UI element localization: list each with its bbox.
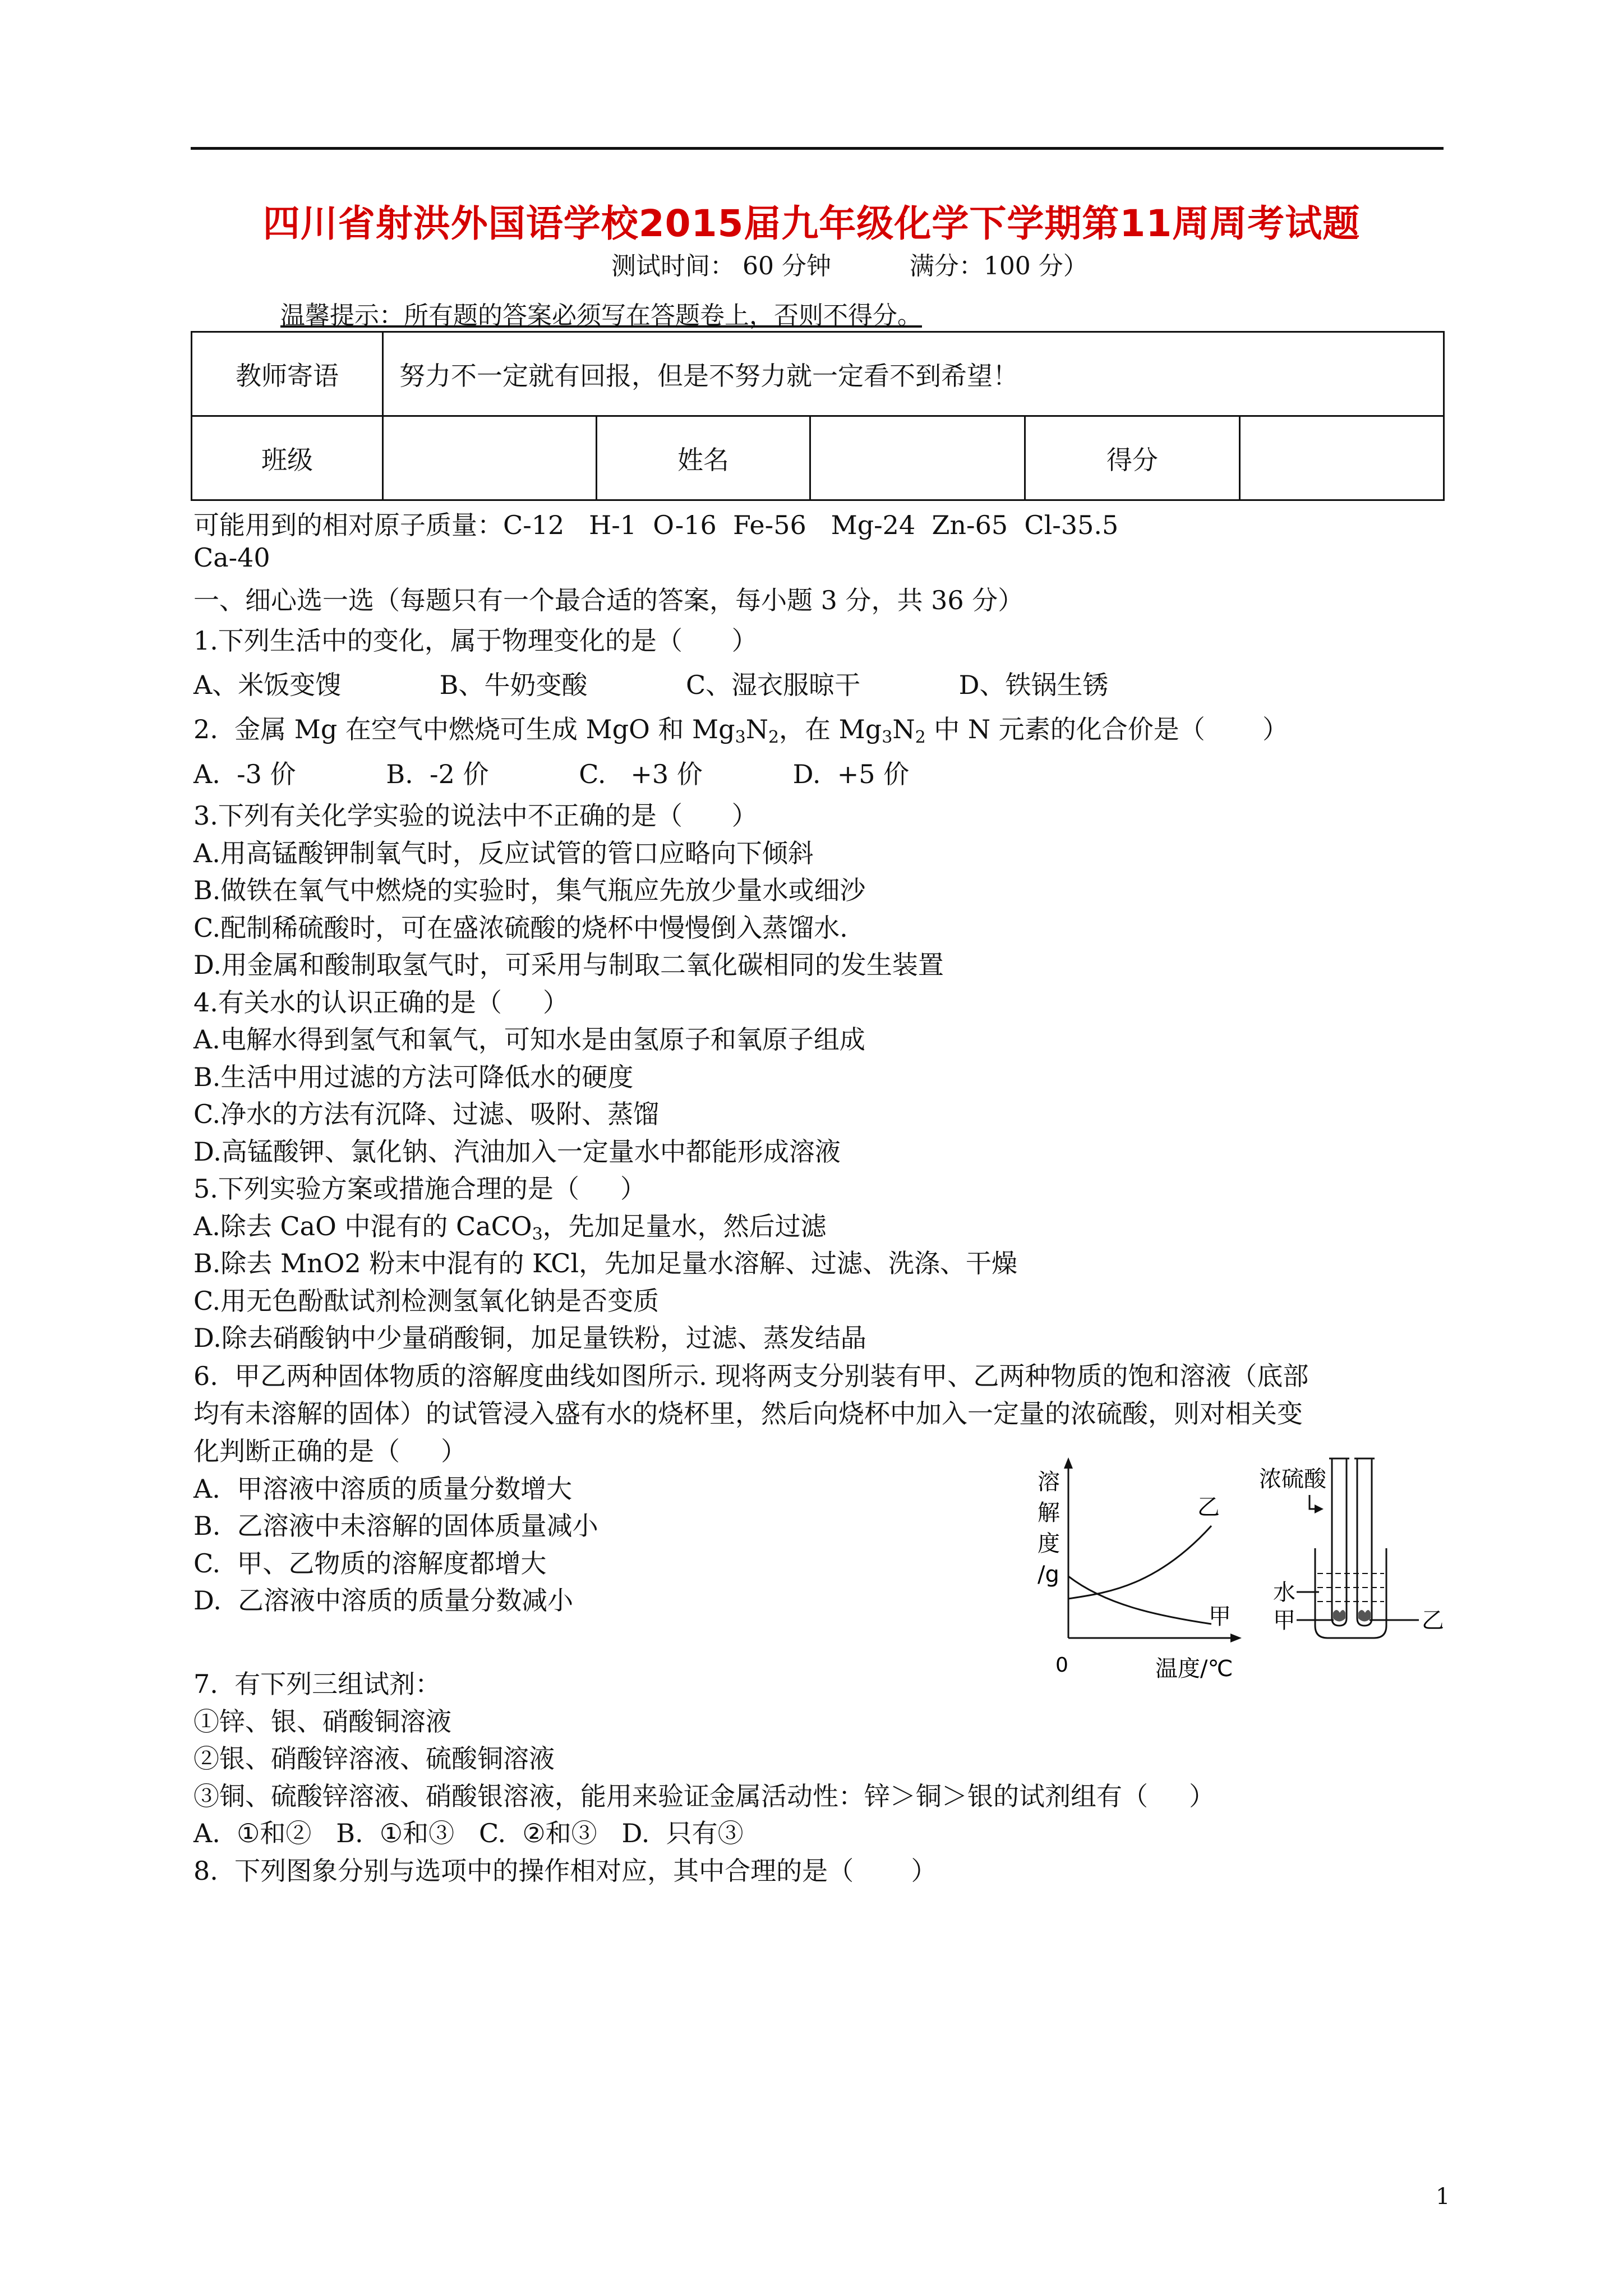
q1-options: A、米饭变馊 B、牛奶变酸 C、湿衣服晾干 D、铁锅生锈: [193, 670, 1109, 700]
curve-yi-label: 乙: [1197, 1494, 1220, 1520]
q7-group-3: ③铜、硫酸锌溶液、硝酸银溶液，能用来验证金属活动性：锌＞铜＞银的试剂组有（ ）: [193, 1781, 1215, 1811]
curve-yi: [1068, 1526, 1211, 1599]
q6-stem-line3: 化判断正确的是（ ）: [193, 1436, 467, 1466]
y-label-1: 溶: [1038, 1469, 1060, 1495]
teacher-motto: 努力不一定就有回报，但是不努力就一定看不到希望！: [383, 332, 1444, 416]
q8-stem: 8. 下列图象分别与选项中的操作相对应，其中合理的是（ ）: [193, 1856, 937, 1886]
curve-jia-label: 甲: [1209, 1604, 1231, 1630]
q3-option-a: A.用高锰酸钾制氧气时，反应试管的管口应略向下倾斜: [193, 838, 814, 868]
test-tube-yi: [1357, 1458, 1372, 1626]
q3-option-b: B.做铁在氧气中燃烧的实验时，集气瓶应先放少量水或细沙: [193, 875, 866, 905]
q3-option-d: D.用金属和酸制取氢气时，可采用与制取二氧化碳相同的发生装置: [193, 950, 944, 980]
y-label-4: /g: [1038, 1562, 1059, 1588]
score-label: 得分: [1025, 416, 1240, 500]
q5-option-d: D.除去硝酸钠中少量硝酸铜，加足量铁粉，过滤、蒸发结晶: [193, 1323, 866, 1353]
y-label-3: 度: [1038, 1531, 1060, 1557]
beaker-setup: [1259, 1458, 1444, 1638]
q7-group-2: ②银、硝酸锌溶液、硫酸铜溶液: [193, 1743, 555, 1774]
x-axis-arrow: [1230, 1634, 1242, 1642]
q4-stem: 4.有关水的认识正确的是（ ）: [193, 987, 569, 1018]
q6-stem-line1: 6. 甲乙两种固体物质的溶解度曲线如图所示. 现将两支分别装有甲、乙两种物质的饱和溶液（底部: [193, 1361, 1309, 1391]
tube-jia-label: 甲: [1273, 1608, 1295, 1634]
q5-option-c: C.用无色酚酞试剂检测氢氧化钠是否变质: [193, 1286, 660, 1316]
page-number: 1: [1436, 2184, 1450, 2210]
q7-stem: 7. 有下列三组试剂：: [193, 1669, 441, 1699]
x-label: 温度/℃: [1155, 1656, 1233, 1682]
q4-option-d: D.高锰酸钾、氯化钠、汽油加入一定量水中都能形成溶液: [193, 1137, 841, 1167]
q2-stem: 2. 金属 Mg 在空气中燃烧可生成 MgO 和 $Mg_3N_2$，在 $Mg_3N_2$ 中 N 元素的化合价是（ ）: [193, 714, 1289, 747]
score-field[interactable]: [1240, 416, 1444, 500]
name-label: 姓名: [597, 416, 810, 500]
q6-stem-line2: 均有未溶解的固体）的试管浸入盛有水的烧杯里，然后向烧杯中加入一定量的浓硫酸，则对相关变: [193, 1398, 1303, 1429]
q2-options: A. -3 价 B. -2 价 C. +3 价 D. +5 价: [193, 759, 910, 789]
class-field[interactable]: [383, 416, 597, 500]
q3-stem: 3.下列有关化学实验的说法中不正确的是（ ）: [193, 800, 758, 831]
q5-option-a: A.除去 CaO 中混有的 CaCO$_3$，先加足量水，然后过滤: [193, 1211, 827, 1244]
q6-option-d: D. 乙溶液中溶质的质量分数减小: [193, 1585, 574, 1616]
answer-tip: 温馨提示：所有题的答案必须写在答题卷上，否则不得分。: [280, 301, 922, 330]
solubility-chart: [1038, 1457, 1242, 1682]
solid-yi: [1358, 1610, 1371, 1622]
curve-jia: [1068, 1576, 1211, 1624]
q1-stem: 1.下列生活中的变化，属于物理变化的是（ ）: [193, 625, 758, 656]
q4-option-a: A.电解水得到氢气和氧气，可知水是由氢原子和氧原子组成: [193, 1024, 865, 1055]
origin-label: 0: [1055, 1654, 1068, 1677]
class-label: 班级: [192, 416, 383, 500]
tube-yi-label: 乙: [1422, 1608, 1444, 1634]
q6-option-b: B. 乙溶液中未溶解的固体质量减小: [193, 1511, 598, 1541]
y-axis-arrow: [1064, 1457, 1073, 1469]
q3-option-c: C.配制稀硫酸时，可在盛浓硫酸的烧杯中慢慢倒入蒸馏水.: [193, 913, 848, 943]
info-table: [191, 331, 1445, 501]
q4-option-c: C.净水的方法有沉降、过滤、吸附、蒸馏: [193, 1099, 660, 1129]
q5-option-b: B.除去 MnO2 粉末中混有的 KCl，先加足量水溶解、过滤、洗涤、干燥: [193, 1248, 1018, 1278]
q6-option-c: C. 甲、乙物质的溶解度都增大: [193, 1548, 547, 1579]
test-tube-jia: [1332, 1458, 1347, 1626]
water-label: 水: [1273, 1580, 1295, 1605]
q5-stem: 5.下列实验方案或措施合理的是（ ）: [193, 1174, 646, 1204]
acid-arrow: [1315, 1504, 1324, 1513]
name-field[interactable]: [810, 416, 1025, 500]
solid-jia: [1333, 1610, 1345, 1622]
exam-title: 四川省射洪外国语学校2015届九年级化学下学期第11周周考试题: [262, 202, 1361, 245]
atomic-masses: 可能用到的相对原子质量：C-12 H-1 O-16 Fe-56 Mg-24 Zn-65 Cl-35.5: [193, 510, 1119, 540]
y-label-2: 解: [1038, 1500, 1060, 1526]
acid-label: 浓硫酸: [1259, 1466, 1326, 1492]
q4-option-b: B.生活中用过滤的方法可降低水的硬度: [193, 1062, 634, 1092]
header-rule: [191, 147, 1444, 150]
q7-group-1: ①锌、银、硝酸铜溶液: [193, 1706, 451, 1737]
solubility-figure: [1026, 1447, 1464, 1705]
beaker: [1315, 1548, 1386, 1638]
q6-option-a: A. 甲溶液中溶质的质量分数增大: [193, 1474, 573, 1504]
q7-options: A. ①和② B. ①和③ C. ②和③ D. 只有③: [193, 1818, 744, 1848]
motto-label: 教师寄语: [192, 332, 383, 416]
exam-subtitle: 测试时间： 60 分钟 满分：100 分）: [611, 252, 1088, 280]
atomic-masses-cont: Ca-40: [193, 542, 270, 573]
section-heading: 一、细心选一选（每题只有一个最合适的答案，每小题 3 分，共 36 分）: [193, 585, 1024, 615]
